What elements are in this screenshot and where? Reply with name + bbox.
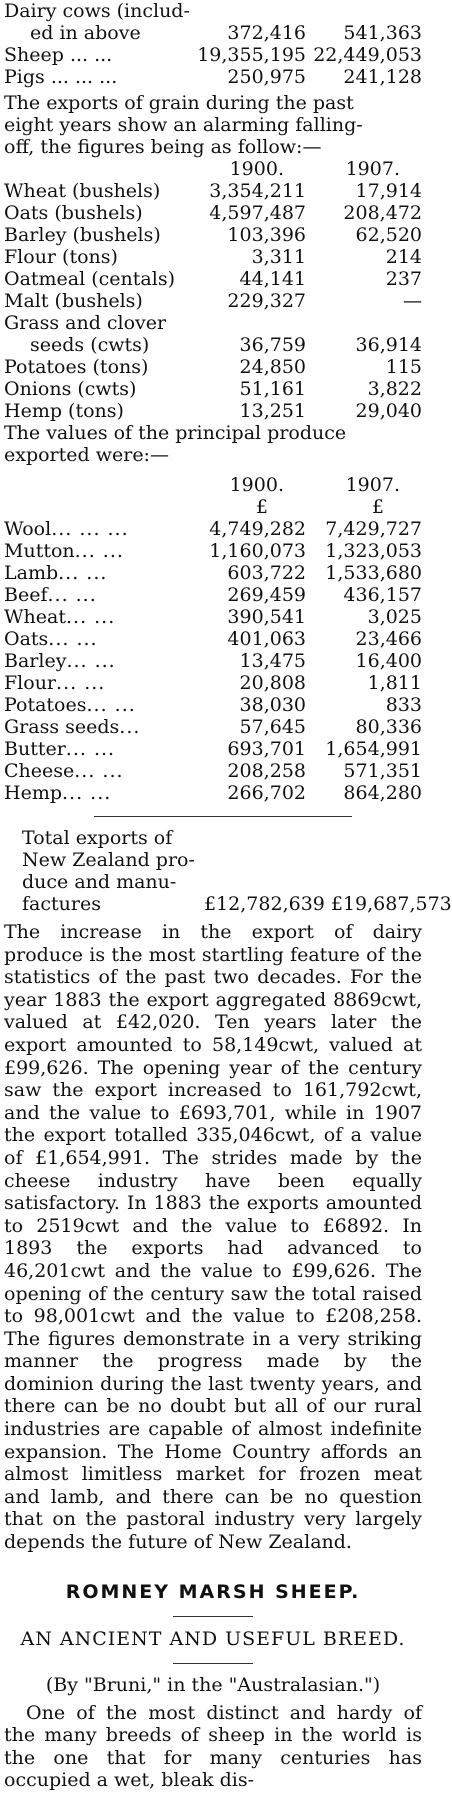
row-leader (141, 22, 210, 44)
row-value-1900: 208,258 (227, 760, 306, 782)
table-row (4, 562, 422, 584)
produce-year-header (4, 474, 422, 496)
grain-intro (4, 92, 422, 158)
row-label: ed in above (30, 22, 141, 44)
row-label: Dairy cows (includ- (4, 0, 190, 22)
table-row (4, 584, 422, 606)
table-row (4, 518, 422, 540)
row-label: Wheat (bushels) (4, 180, 161, 202)
row-value-1907: 237 (385, 268, 422, 290)
row-value-1907: 864,280 (343, 782, 422, 804)
produce-currency-1900: £ (255, 496, 268, 518)
table-row (4, 716, 422, 738)
produce-year-1907: 1907. (345, 474, 400, 496)
row-label: Hemp (4, 782, 62, 804)
row-value-1900: 3,311 (251, 246, 306, 268)
row-value-1907: 3,822 (367, 378, 422, 400)
row-label: Potatoes (tons) (4, 356, 149, 378)
row-leader: ... ... (47, 584, 97, 606)
grain-table (4, 180, 422, 422)
row-leader (117, 66, 210, 88)
row-value-1900: 266,702 (227, 782, 306, 804)
row-value-1907: 29,040 (355, 400, 422, 422)
intro-line: The exports of grain during the past (4, 92, 354, 114)
row-label: Hemp (tons) (4, 400, 124, 422)
row-label: Pigs ... ... ... (4, 66, 118, 88)
row-value-1900: 38,030 (239, 694, 306, 716)
row-label: Oats (bushels) (4, 202, 143, 224)
row-value-1900: 229,327 (227, 290, 306, 312)
row-value-1900: 269,459 (227, 584, 306, 606)
row-value-1907: — (403, 290, 422, 312)
row-value-1900: 693,701 (227, 738, 306, 760)
divider (94, 816, 352, 817)
row-value-1900: 57,645 (239, 716, 306, 738)
table-row (4, 694, 422, 716)
table-row (4, 246, 422, 268)
intro-line: exported were:— (4, 444, 169, 466)
row-value-1907 (306, 0, 422, 22)
table-row (4, 44, 422, 66)
table-row (4, 22, 422, 44)
row-leader: ... ... (74, 540, 124, 562)
row-value-1907: 7,429,727 (325, 518, 422, 540)
article-heading: ROMNEY MARSH SHEEP. (65, 1580, 361, 1603)
row-value-1900: 250,975 (227, 66, 306, 88)
row-value-1900: 390,541 (227, 606, 306, 628)
table-row (4, 378, 422, 400)
row-leader: ... ... ... (51, 518, 129, 540)
row-value-1900: 4,749,282 (209, 518, 306, 540)
row-label: Onions (cwts) (4, 378, 137, 400)
row-value-1900: 44,141 (239, 268, 306, 290)
table-row (4, 290, 422, 312)
table-row (4, 540, 422, 562)
row-value-1907: 1,811 (367, 672, 422, 694)
row-label: Barley (bushels) (4, 224, 161, 246)
row-value-1907: 833 (385, 694, 422, 716)
table-row (4, 356, 422, 378)
row-value-1900: 13,475 (239, 650, 306, 672)
table-row (4, 606, 422, 628)
row-value-1900: 24,850 (239, 356, 306, 378)
intro-line: The values of the principal produce (4, 422, 347, 444)
intro-line: eight years show an alarming falling- (4, 114, 363, 136)
table-row (4, 268, 422, 290)
total-exports-1907: £19,687,573 (330, 893, 452, 915)
row-label: Oatmeal (centals) (4, 268, 175, 290)
row-label: Beef (4, 584, 48, 606)
row-leader: ... (119, 716, 141, 738)
row-label: Malt (bushels) (4, 290, 143, 312)
table-row (4, 0, 422, 22)
row-value-1900: 3,354,211 (209, 180, 306, 202)
row-leader (136, 378, 206, 400)
row-value-1900 (206, 312, 306, 334)
row-leader (112, 44, 197, 66)
row-label: Wheat (4, 606, 66, 628)
row-value-1907: 17,914 (355, 180, 422, 202)
row-value-1907: 571,351 (343, 760, 422, 782)
subheading-divider (173, 1663, 253, 1664)
row-leader (149, 334, 206, 356)
row-value-1907: 1,323,053 (325, 540, 422, 562)
row-leader: ... ... (65, 738, 116, 760)
row-value-1907: 3,025 (367, 606, 422, 628)
row-leader: ... ... (86, 694, 136, 716)
row-value-1907: 1,533,680 (325, 562, 422, 584)
dairy-paragraph: The increase in the export of dairy produce is the most startling feature of the statistics of the past two decades. For the year 1883 the export aggregated 8869cwt, valued at £42,020. Ten years later the export amounted to 58,149cwt, valued at £99,626. The opening year of the century saw the export increased to 161,792cwt, and the value to £693,701, while in 1907 the export totalled 335,046cwt, of a value of £1,654,991. The strides made by the cheese industry have been equally satisfactory. In 1883 the exports amounted to 2519cwt and the value to £6892. In 1893 the exports had advanced to 46,201cwt and the value to £99,626. The opening of the century saw the total raised to 98,001cwt and the value to £208,258. The figures demonstrate in a very striking manner the progress made by the dominion during the last twenty years, and there can be no doubt but all of our rural industries are capable of almost indefinite expansion. The Home Country affords an almost limitless market for frozen meat and lamb, and there can be no question that on the pastoral industry very largely depends the future of New Zealand. (4, 921, 422, 1554)
row-label: Barley (4, 650, 67, 672)
row-value-1900: 13,251 (239, 400, 306, 422)
row-label: Flour (4, 672, 57, 694)
grain-year-1900: 1900. (229, 158, 284, 180)
table-row (4, 650, 422, 672)
row-leader: ... ... (62, 782, 112, 804)
row-value-1907: 1,654,991 (325, 738, 422, 760)
row-value-1907: 541,363 (343, 22, 422, 44)
row-label: Butter (4, 738, 66, 760)
row-leader: ... ... (48, 628, 98, 650)
row-value-1900: 401,063 (227, 628, 306, 650)
total-label-line: factures (22, 893, 101, 915)
table-row (4, 180, 422, 202)
row-leader: ... ... (66, 650, 116, 672)
row-value-1907: 22,449,053 (313, 44, 422, 66)
row-value-1907: 16,400 (355, 650, 422, 672)
row-leader: ... ... (65, 606, 116, 628)
produce-currency-1907: £ (371, 496, 384, 518)
row-value-1907: 23,466 (355, 628, 422, 650)
row-leader (143, 202, 206, 224)
row-value-1900: 20,808 (239, 672, 306, 694)
article-subheading: AN ANCIENT AND USEFUL BREED. (20, 1627, 406, 1650)
row-leader: ... ... (56, 672, 106, 694)
grain-year-header (4, 158, 422, 180)
row-label: Mutton (4, 540, 75, 562)
produce-currency-header (4, 496, 422, 518)
row-label: Wool (4, 518, 52, 540)
heading-divider (173, 1616, 253, 1617)
row-value-1900: 603,722 (227, 562, 306, 584)
row-value-1907: 436,157 (343, 584, 422, 606)
row-label: Potatoes (4, 694, 87, 716)
row-label: Sheep ... ... (4, 44, 113, 66)
row-value-1900 (210, 0, 306, 22)
table-row (4, 224, 422, 246)
row-value-1907: 62,520 (355, 224, 422, 246)
row-leader (175, 268, 206, 290)
total-label-line: Total exports of (22, 827, 173, 849)
row-value-1907: 241,128 (343, 66, 422, 88)
row-value-1907: 36,914 (355, 334, 422, 356)
row-leader (118, 246, 206, 268)
byline: (By "Bruni," in the "Australasian.") (45, 1673, 381, 1696)
grain-year-1907: 1907. (345, 158, 400, 180)
row-value-1900: 103,396 (227, 224, 306, 246)
row-label: Cheese (4, 760, 75, 782)
row-value-1900: 4,597,487 (209, 202, 306, 224)
row-leader (124, 400, 206, 422)
row-label: Grass seeds (4, 716, 120, 738)
table-row (4, 738, 422, 760)
row-leader (143, 290, 206, 312)
row-leader (148, 356, 206, 378)
table-row (4, 66, 422, 88)
row-value-1900: 51,161 (239, 378, 306, 400)
table-row (4, 334, 422, 356)
row-value-1900: 372,416 (227, 22, 306, 44)
row-label: Oats (4, 628, 49, 650)
produce-intro (4, 422, 422, 466)
row-value-1900: 36,759 (239, 334, 306, 356)
table-row (4, 400, 422, 422)
row-value-1907: 208,472 (343, 202, 422, 224)
total-exports-values (204, 827, 452, 915)
table-row (4, 202, 422, 224)
row-value-1907 (306, 312, 422, 334)
total-exports-row (4, 827, 452, 915)
row-leader (166, 312, 206, 334)
row-value-1900: 19,355,195 (197, 44, 306, 66)
total-label-line: duce and manu- (22, 871, 177, 893)
row-leader (190, 0, 210, 22)
total-exports-label (4, 827, 204, 915)
row-leader: ... ... (58, 562, 108, 584)
row-label: Flour (tons) (4, 246, 118, 268)
row-leader: ... ... (74, 760, 124, 782)
row-label: Grass and clover (4, 312, 167, 334)
row-leader (160, 180, 206, 202)
table-row (4, 672, 422, 694)
table-row (4, 312, 422, 334)
total-label-line: New Zealand pro- (22, 849, 195, 871)
romney-paragraph: One of the most distinct and hardy of the many breeds of sheep in the world is the one that for many centuries has occupied a wet, bleak dis- (4, 1701, 422, 1792)
table-row (4, 760, 422, 782)
row-label: seeds (cwts) (30, 334, 150, 356)
row-value-1907: 80,336 (355, 716, 422, 738)
produce-year-1900: 1900. (229, 474, 284, 496)
table-row (4, 628, 422, 650)
row-value-1907: 115 (385, 356, 422, 378)
row-value-1907: 214 (385, 246, 422, 268)
row-value-1900: 1,160,073 (209, 540, 306, 562)
total-exports-1900: £12,782,639 (204, 893, 325, 915)
intro-line: off, the figures being as follow:— (4, 136, 322, 158)
table-row (4, 782, 422, 804)
row-leader (161, 224, 206, 246)
row-label: Lamb (4, 562, 59, 584)
produce-table (4, 518, 422, 804)
livestock-table (4, 0, 422, 88)
